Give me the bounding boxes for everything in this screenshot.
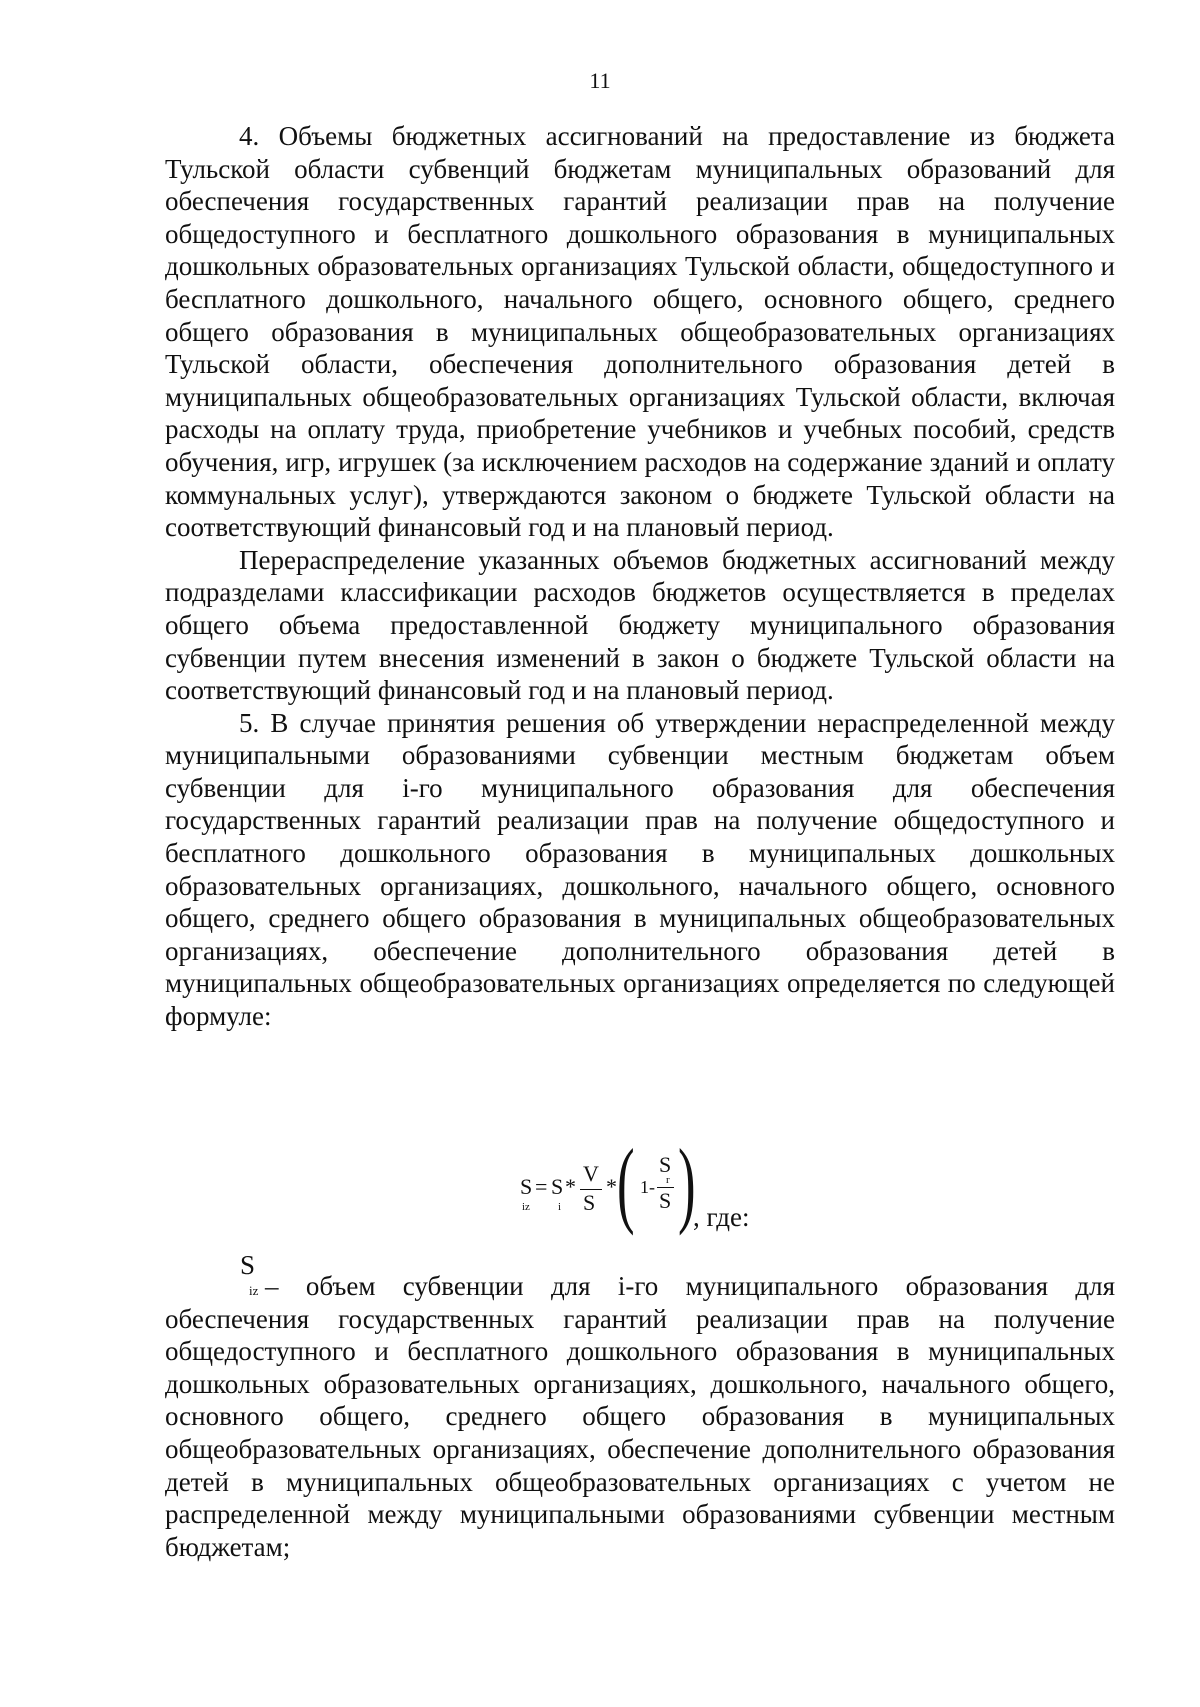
definition-symbol-sub: iz — [249, 1283, 259, 1298]
formula-open-paren: ( — [617, 1129, 635, 1236]
paragraph-redistribution: Перераспределение указанных объемов бюджетных ассигнований между подразделами классификации расходов бюджетов осуществляется в пределах общего объема предоставленной бюджету муниципального образования субвенции путем внесения изменений в закон о бюджете Тульской области на соответствующий финансовый год и на плановый период. — [165, 544, 1115, 706]
formula-s-i-sub: i — [558, 1201, 562, 1213]
formula-mul-2: * — [606, 1174, 617, 1199]
page-number: 11 — [589, 68, 611, 93]
formula-close-paren: ) — [678, 1129, 696, 1236]
formula-frac-den: S — [583, 1190, 596, 1215]
formula — [520, 1130, 840, 1240]
formula-one-minus: 1- — [640, 1177, 655, 1197]
definition-text-block — [165, 1270, 1115, 1563]
definition-symbol: S — [240, 1250, 256, 1280]
formula-lhs: S — [520, 1174, 533, 1199]
formula-s-i: S — [551, 1174, 564, 1199]
formula-mul-1: * — [565, 1174, 576, 1199]
formula-frac-num: V — [583, 1161, 599, 1186]
formula-inner-num: S — [659, 1152, 672, 1177]
definition-text: – объем субвенции для i-го муниципального образования для обеспечения государственных гарантий реализации прав на получение общедоступного и бесплатного дошкольного образования в муниципальных дошкольных образовательных организациях, дошкольного, начального общего, основного общего, среднего общего образования в муниципальных общеобразовательных организациях, обеспечение дополнительного образования детей в муниципальных общеобразовательных организациях с учетом не распределенной между муниципальными образованиями субвенции местным бюджетам; — [165, 1271, 1115, 1562]
paragraph-5: 5. В случае принятия решения об утверждении нераспределенной между муниципальными образованиями субвенции местным бюджетам объем субвенции для i-го муниципального образования для обеспечения государственных гарантий реализации прав на получение общедоступного и бесплатного дошкольного образования в муниципальных дошкольных образовательных организациях, дошкольного, начального общего, основного общего, среднего общего образования в муниципальных общеобразовательных организациях, обеспечение дополнительного образования детей в муниципальных общеобразовательных организациях определяется по следующей формуле: — [165, 707, 1115, 1032]
formula-lhs-sub: iz — [522, 1201, 530, 1213]
formula-suffix: , где: — [693, 1202, 750, 1232]
formula-inner-num-sub: r — [666, 1174, 670, 1186]
paragraph-4: 4. Объемы бюджетных ассигнований на предоставление из бюджета Тульской области субвенций бюджетам муниципальных образований для обеспечения государственных гарантий реализации прав на получение общедоступного и бесплатного дошкольного образования в муниципальных дошкольных образовательных организациях Тульской области, общедоступного и бесплатного дошкольного, начального общего, основного общего, среднего общего образования в муниципальных общеобразовательных организациях Тульской области, обеспечения дополнительного образования детей в муниципальных общеобразовательных организациях Тульской области, включая расходы на оплату труда, приобретение учебников и учебных пособий, средств обучения, игр, игрушек (за исключением расходов на содержание зданий и оплату коммунальных услуг), утверждаются законом о бюджете Тульской области на соответствующий финансовый год и на плановый период. — [165, 121, 1115, 543]
body-text — [165, 120, 1115, 1033]
formula-equals: = — [535, 1174, 548, 1199]
formula-inner-den: S — [659, 1188, 672, 1213]
